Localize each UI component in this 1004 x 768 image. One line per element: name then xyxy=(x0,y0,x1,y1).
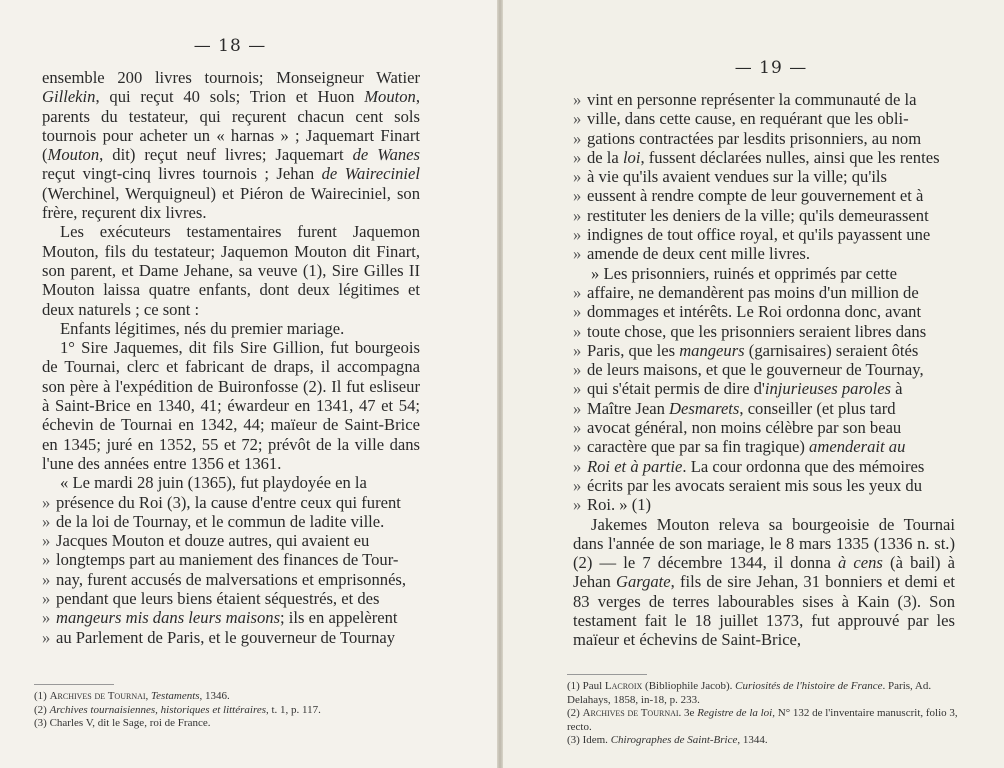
paragraph: Jakemes Mouton releva sa bourgeoisie de Tournai dans l'année de son mariage, le 8 mars 1335 (1336 n. st.) (2) — le 7 décembre 1344, il donna à cens (à bail) à Jehan Gargate, fils de sire Jehan, 31 bonniers et demi et 83 verges de terres labourables sises à Kain (3). Son testament fait le 18 juillet 1373, fut approuvé par les maïeur et échevins de Saint-Brice, xyxy=(573,514,956,650)
paragraph: 1° Sire Jaquemes, dit fils Sire Gillion, fut bourgeois de Tournai, clerc et fabricant de draps, il accompagna son père à l'expédition de Buironfosse (2). Il fut esliseur à Saint-Brice en 1340, 41; éwardeur en 1341, 47 et 54; échevin de Tournai en 1342, 44; maïeur de Saint-Brice en 1345; juré en 1352, 55 et 72; prévôt de la ville dans l'une des années entre 1356 et 1361. xyxy=(42,338,420,473)
quote-line: » qui s'était permis de dire d'injurieuses paroles à xyxy=(573,379,903,399)
right-footnotes xyxy=(567,680,967,748)
quote-line: » longtemps part au maniement des finances de Tour- xyxy=(42,550,399,570)
quote-line: » avocat général, non moins célèbre par son beau xyxy=(573,418,902,438)
footnote: (2) Archives de Tournai. 3e Registre de la loi, N° 132 de l'inventaire manuscrit, folio 3, recto. xyxy=(567,707,958,733)
quote-line: » Paris, que les mangeurs (garnisaires) seraient ôtés xyxy=(573,340,919,360)
quote-line: » écrits par les avocats seraient mis sous les yeux du xyxy=(573,475,923,495)
paragraph: ensemble 200 livres tournois; Monseigneur Watier Gillekin, qui reçut 40 sols; Trion et Huon Mouton, parents du testateur, qui reçurent chacun cent sols tournois pour acheter un « harnas » ; Jaquemart Finart (Mouton, dit) reçut neuf livres; Jaquemart de Wanes reçut vingt-cinq livres tournois ; Jehan de Waireciniel (Werchinel, Werquigneul) et Piéron de Waireciniel, son frère, reçurent dix livres. xyxy=(42,68,420,223)
paragraph: Enfants légitimes, nés du premier mariage. xyxy=(60,318,345,338)
quote-line: » de leurs maisons, et que le gouverneur de Tournay, xyxy=(573,360,924,380)
footnote: (3) Idem. Chirographes de Saint-Brice, 1344. xyxy=(567,734,768,746)
quote-line: » gations contractées par lesdits prisonniers, au nom xyxy=(573,128,922,148)
footnote: (1) Archives de Tournai, Testaments, 1346. xyxy=(34,690,230,702)
quote-line: » eussent à rendre compte de leur gouvernement et à xyxy=(573,186,924,206)
quote-line: » de la loi de Tournay, et le commun de ladite ville. xyxy=(42,511,385,531)
footnote-rule xyxy=(567,674,647,675)
quote-line: » toute chose, que les prisonniers seraient libres dans xyxy=(573,321,927,341)
quote-line: » nay, furent accusés de malversations et emprisonnés, xyxy=(42,569,407,589)
footnote: (2) Archives tournaisiennes, historiques et littéraires, t. 1, p. 117. xyxy=(34,703,321,716)
quote-line: » Roi et à partie. La cour ordonna que des mémoires xyxy=(573,456,925,476)
quote-line: » amende de deux cent mille livres. xyxy=(573,244,811,264)
quote-line: » indignes de tout office royal, et qu'ils payassent une xyxy=(573,225,931,245)
paragraph: Les exécuteurs testamentaires furent Jaquemon Mouton, fils du testateur; Jaquemon Mouton dit Finart, son parent, et Dame Jehane, sa veuve (1), Sire Gilles II Mouton laissa quatre enfants, dont deux légitimes et deux naturels ; ce sont : xyxy=(42,222,420,319)
quote-line: » vint en personne représenter la communauté de la xyxy=(573,90,917,109)
quote-line: » à vie qu'ils avaient vendues sur la ville; qu'ils xyxy=(573,167,887,187)
quote-line: » caractère que par sa fin tragique) amenderait au xyxy=(573,437,906,457)
quote-line: » Maître Jean Desmarets, conseiller (et plus tard xyxy=(573,398,896,418)
quote-line: » au Parlement de Paris, et le gouverneur de Tournay xyxy=(42,627,396,647)
quote-line: » Roi. » (1) xyxy=(573,495,652,515)
right-page xyxy=(503,0,1004,768)
footnote: (3) Charles V, dit le Sage, roi de France. xyxy=(34,717,211,729)
left-page-body xyxy=(42,68,420,647)
page-number-left: — 18 — xyxy=(193,36,267,56)
page-number-right: — 19 — xyxy=(734,58,808,78)
quote-line: » de la loi, fussent déclarées nulles, ainsi que les rentes xyxy=(573,147,940,167)
quote-line: » présence du Roi (3), la cause d'entre ceux qui furent xyxy=(42,492,401,512)
footnote: (1) Paul Lacroix (Bibliophile Jacob). Curiosités de l'histoire de France. Paris, Ad. Delahays, 1858, in-18, p. 233. xyxy=(567,680,932,706)
quote-line: » pendant que leurs biens étaient séquestrés, et des xyxy=(42,589,380,609)
footnote-rule xyxy=(34,684,114,685)
quote-line: » mangeurs mis dans leurs maisons; ils en appelèrent xyxy=(42,608,398,628)
quote-line: « Le mardi 28 juin (1365), fut playdoyée en la xyxy=(60,473,367,493)
left-footnotes xyxy=(34,690,414,731)
quote-line: » Jacques Mouton et douze autres, qui avaient eu xyxy=(42,531,370,551)
right-page-body xyxy=(573,90,955,650)
quote-line: » ville, dans cette cause, en requérant que les obli- xyxy=(573,109,909,129)
quote-line: » affaire, ne demandèrent pas moins d'un million de xyxy=(573,282,919,302)
left-page xyxy=(0,0,497,768)
quote-line: » restituter les deniers de la ville; qu'ils demeurassent xyxy=(573,205,929,225)
quote-line: » Les prisonniers, ruinés et opprimés par cette xyxy=(591,263,897,283)
quote-line: » dommages et intérêts. Le Roi ordonna donc, avant xyxy=(573,302,922,322)
